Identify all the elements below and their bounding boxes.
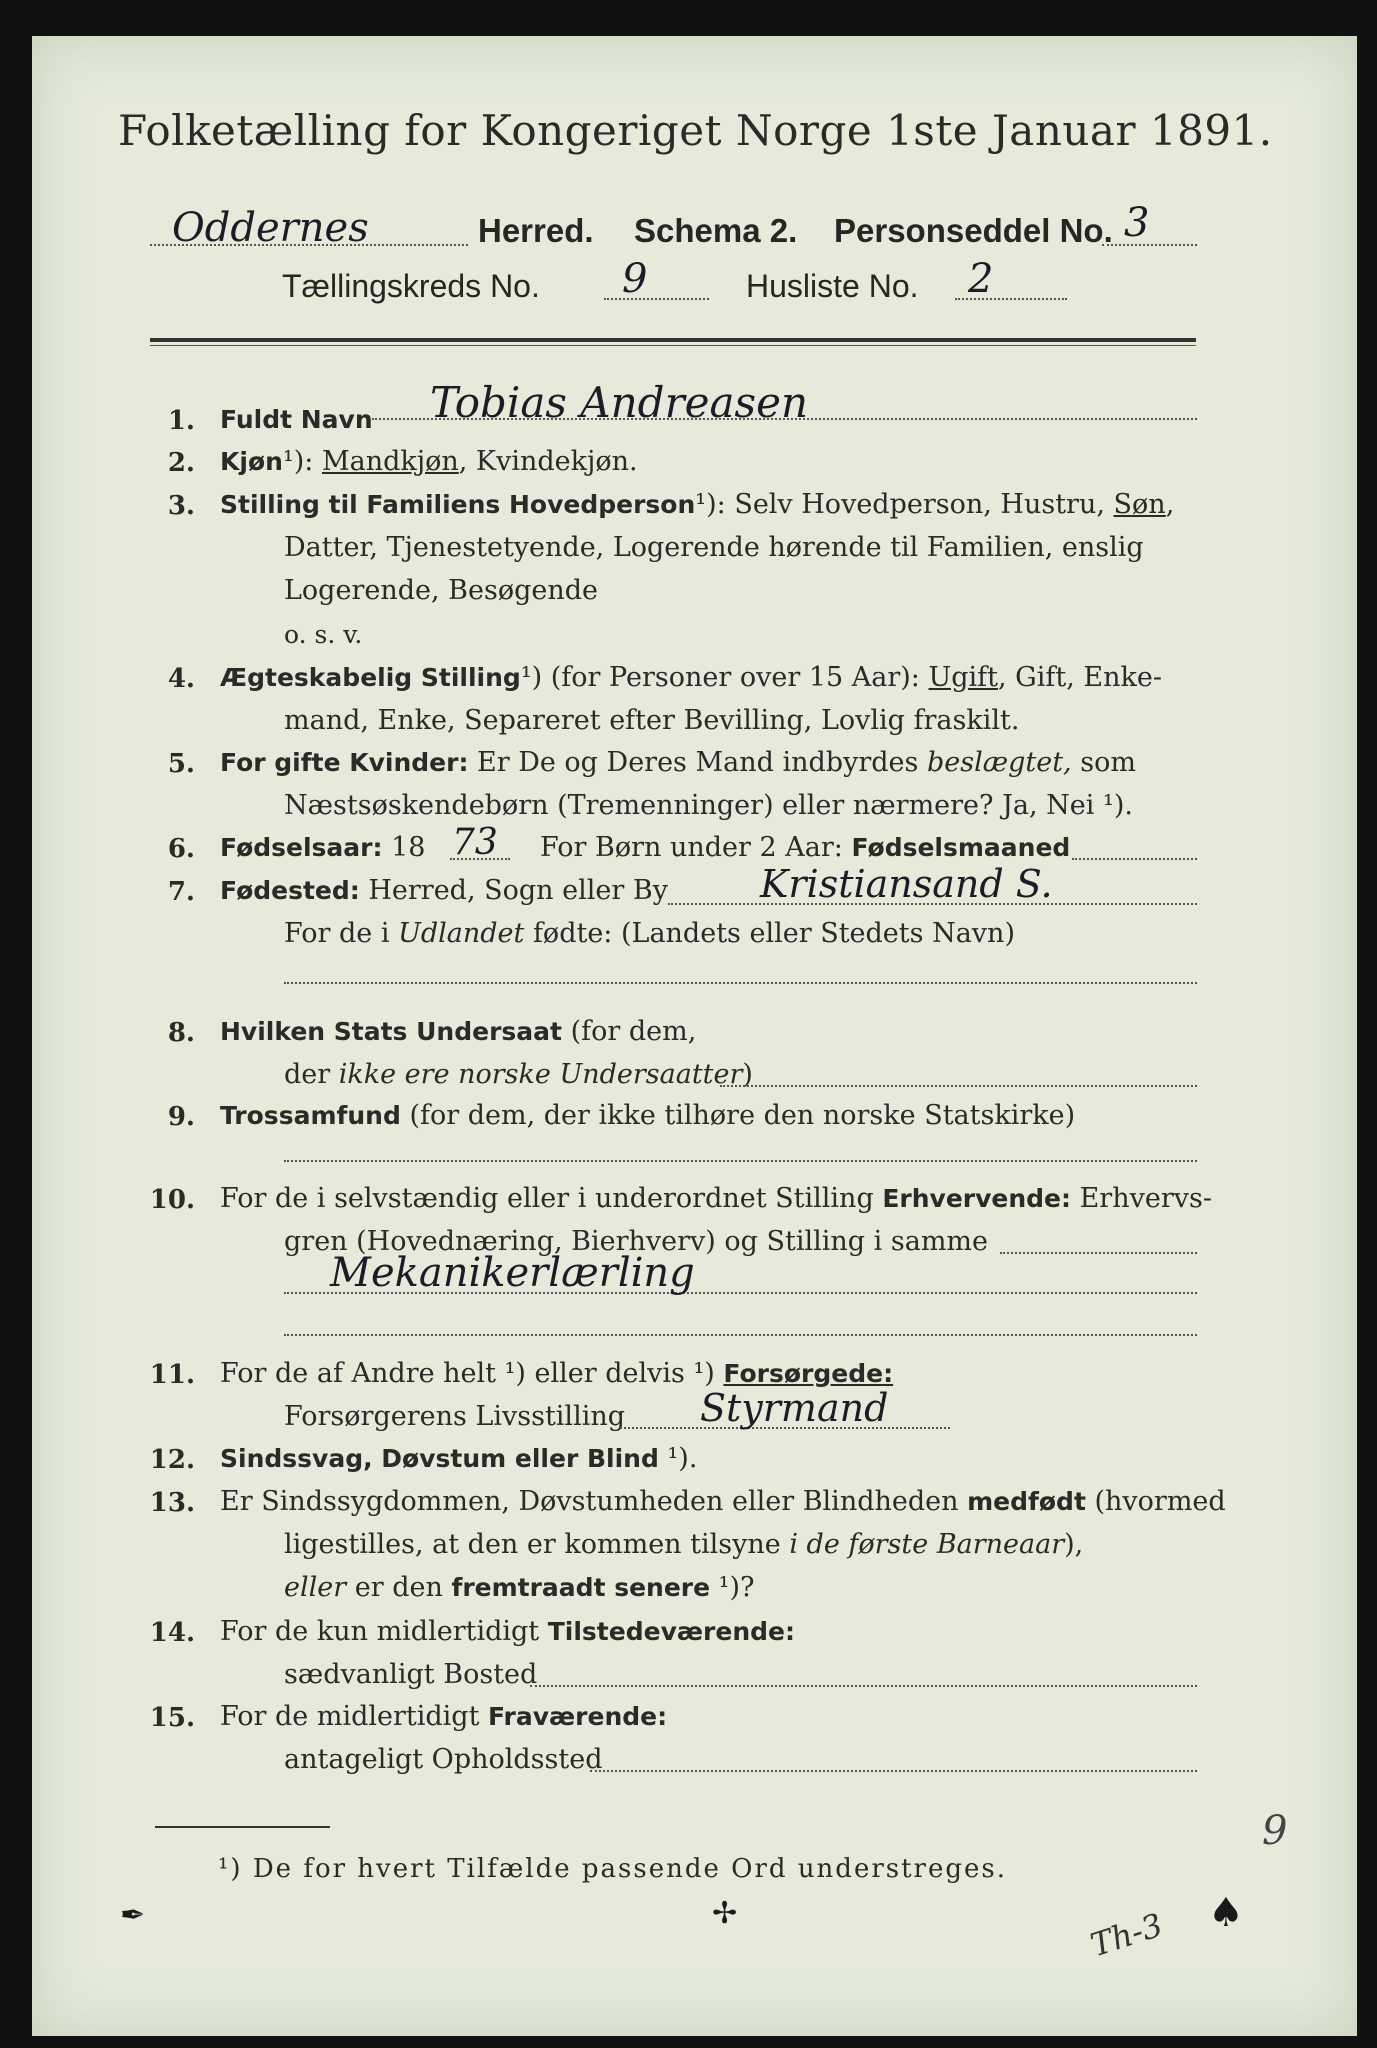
q6-row-right: [540, 832, 1070, 863]
q4-label: Ægteskabelig Stilling: [220, 663, 521, 692]
q8-text-1: (for dem,: [561, 1016, 697, 1047]
q10-text-1: For de i selvstændig eller i underordnet Stilling: [220, 1183, 883, 1214]
schema-label: Schema 2.: [634, 212, 798, 249]
q7-italic: Udlandet: [398, 918, 525, 949]
side-note: 9: [1262, 1808, 1288, 1854]
personseddel-value: 3: [1124, 200, 1150, 246]
q7-text-2: For de i: [284, 918, 399, 949]
q13-text-1: Er Sindssygdommen, Døvstumheden eller Blindheden: [220, 1486, 968, 1517]
q7-text-1: Herred, Sogn eller By: [359, 875, 668, 906]
q11-value: Styrmand: [700, 1386, 889, 1430]
husliste-label: Husliste No.: [746, 268, 919, 304]
herred-label: Herred.: [478, 212, 594, 249]
q15-row-1: [220, 1701, 667, 1732]
q14-text-1: For de kun midlertidigt: [220, 1616, 548, 1647]
q15-number: 15.: [149, 1703, 195, 1733]
q2-sep: ):: [293, 446, 322, 477]
q8-row-1: [220, 1016, 696, 1047]
q10-row-2: gren (Hovednæring, Bierhverv) og Stilling i samme: [284, 1226, 989, 1257]
q5-row-2: Næstsøskendebørn (Tremenninger) eller nærmere? Ja, Nei ¹).: [284, 790, 1133, 821]
q8-row-2: [284, 1059, 753, 1090]
q12-number: 12.: [149, 1445, 195, 1475]
q10-row-1: [220, 1183, 1212, 1214]
q13-row-1: [220, 1486, 1226, 1517]
q13-italic-2: eller: [284, 1572, 347, 1603]
q10-value: Mekanikerlærling: [330, 1250, 695, 1296]
q12-text: ¹).: [658, 1443, 698, 1474]
q8-text-3: ): [742, 1059, 753, 1090]
q4-number: 4.: [167, 664, 195, 694]
q15-text-1: For de midlertidigt: [220, 1701, 489, 1732]
q1-value: Tobias Andreasen: [430, 378, 808, 427]
personseddel-dots: [1102, 244, 1197, 246]
q2-option-mandkjon: Mandkjøn: [321, 446, 459, 477]
q9-number: 9.: [167, 1102, 195, 1132]
q8-label: Hvilken Stats Undersaat: [220, 1017, 562, 1046]
q10-dots-1: [1000, 1252, 1197, 1254]
q13-italic: i de første Barneaar: [789, 1529, 1065, 1560]
q7-text-3: fødte: (Landets eller Stedets Navn): [524, 918, 1015, 949]
q3-label: Stilling til Familiens Hovedperson: [220, 490, 696, 519]
q6-century: 18: [382, 832, 426, 863]
q9-row: [220, 1100, 1075, 1131]
q7-value: Kristiansand S.: [760, 862, 1053, 906]
q8-text-2: der: [284, 1059, 339, 1090]
q5-text-1: Er De og Deres Mand indbyrdes: [468, 747, 927, 778]
q2-option-kvindekjon: , Kvindekjøn.: [458, 446, 638, 477]
q10-number: 10.: [149, 1185, 195, 1215]
q3-option-son: Søn: [1113, 489, 1166, 520]
q13-label-2: fremtraadt senere: [451, 1573, 711, 1602]
corner-note: Th-3: [1085, 1905, 1168, 1965]
q10-text-2: Erhvervs-: [1071, 1183, 1212, 1214]
q1-row: [220, 404, 373, 435]
kreds-dots: [604, 298, 709, 300]
kreds-label: Tællingskreds No.: [282, 268, 540, 304]
header-rule: [150, 338, 1196, 346]
q13-label: medfødt: [967, 1487, 1086, 1516]
q3-number: 3.: [167, 491, 195, 521]
q2-row: [220, 446, 638, 477]
footnote: ¹) De for hvert Tilfælde passende Ord understreges.: [218, 1854, 1008, 1884]
q3-row-2: Datter, Tjenestetyende, Logerende hørende til Familien, enslig: [284, 532, 1144, 563]
q7-row-2: [284, 918, 1015, 949]
q5-number: 5.: [167, 749, 195, 779]
q5-text-2: som: [1071, 747, 1136, 778]
q3-comma: ,: [1165, 489, 1175, 520]
q15-dots: [590, 1770, 1197, 1772]
q12-row: [220, 1443, 697, 1474]
q13-text-2: (hvormed: [1085, 1486, 1226, 1517]
q4-option-ugift: Ugift: [928, 662, 999, 693]
q10-label: Erhvervende:: [882, 1184, 1072, 1213]
q13-text-6: ¹)?: [710, 1572, 755, 1603]
q14-label: Tilstedeværende:: [547, 1617, 795, 1646]
q15-label: Fraværende:: [488, 1702, 668, 1731]
footnote-rule: [155, 1826, 330, 1828]
q7-row-1: [220, 875, 668, 906]
q5-label: For gifte Kvinder:: [220, 748, 469, 777]
q6-label: Fødselsaar:: [220, 833, 383, 862]
q10-dots-3: [284, 1334, 1197, 1336]
q4-text-1: ¹) (for Personer over 15 Aar):: [520, 662, 929, 693]
q7-line-2: [284, 982, 1197, 984]
kreds-value: 9: [622, 256, 648, 302]
q11-number: 11.: [149, 1360, 195, 1390]
herred-value: Oddernes: [172, 205, 369, 251]
q9-line: [284, 1160, 1197, 1162]
q5-italic: beslægtet,: [926, 747, 1072, 778]
q11-row-2: Forsørgerens Livsstilling: [284, 1401, 626, 1432]
q6-number: 6.: [167, 834, 195, 864]
q9-text: (for dem, der ikke tilhøre den norske Statskirke): [400, 1100, 1076, 1131]
ink-blot-right: ♠: [1208, 1890, 1244, 1936]
q9-label: Trossamfund: [220, 1101, 401, 1130]
q2-label: Kjøn: [220, 447, 283, 476]
q2-sup: ¹: [282, 446, 294, 477]
form-title: Folketælling for Kongeriget Norge 1ste Januar 1891.: [118, 106, 1273, 155]
q4-row-1: [220, 662, 1162, 693]
q8-dots: [720, 1085, 1197, 1087]
q4-row-2: mand, Enke, Separeret efter Bevilling, Lovlig fraskilt.: [284, 705, 1020, 736]
q11-text-1: For de af Andre helt ¹) eller delvis ¹): [220, 1358, 724, 1389]
q2-number: 2.: [167, 448, 195, 478]
q3-text-1: ¹): Selv Hovedperson, Hustru,: [695, 489, 1114, 520]
personseddel-label: Personseddel No.: [834, 212, 1113, 249]
q5-row-1: [220, 747, 1136, 778]
q11-row-1: [220, 1358, 893, 1389]
q7-number: 7.: [167, 877, 195, 907]
q4-text-2: , Gift, Enke-: [998, 662, 1162, 693]
q6-year-value: 73: [452, 822, 498, 863]
q12-label: Sindssvag, Døvstum eller Blind: [220, 1444, 659, 1473]
q6-row: [220, 832, 425, 863]
q15-row-2: antageligt Opholdssted: [284, 1744, 603, 1775]
q3-row-3: Logerende, Besøgende: [284, 575, 598, 606]
q13-text-5: er den: [346, 1572, 452, 1603]
q8-italic: ikke ere norske Undersaatter: [338, 1059, 743, 1090]
q1-number: 1.: [167, 406, 195, 436]
husliste-value: 2: [968, 256, 994, 302]
q7-label: Fødested:: [220, 876, 360, 905]
ink-blot-left: ✒: [120, 1898, 146, 1933]
q1-label: Fuldt Navn: [220, 405, 373, 434]
q13-row-3: [284, 1572, 755, 1603]
q14-dots: [530, 1685, 1197, 1687]
q6-label-2: Fødselsmaaned: [851, 833, 1071, 862]
q11-label: Forsørgede:: [723, 1359, 894, 1388]
q14-row-2: sædvanligt Bosted: [284, 1659, 538, 1690]
q14-row-1: [220, 1616, 795, 1647]
q14-number: 14.: [149, 1618, 195, 1648]
q3-row-4: o. s. v.: [284, 620, 363, 649]
ink-cross-mark: ✢: [712, 1896, 738, 1931]
q3-row-1: [220, 489, 1174, 520]
q13-text-4: ),: [1064, 1529, 1084, 1560]
q13-text-3: ligestilles, at den er kommen tilsyne: [284, 1529, 790, 1560]
q6-month-dots: [1072, 858, 1197, 860]
q6-text-2: For Børn under 2 Aar:: [540, 832, 852, 863]
q13-row-2: [284, 1529, 1083, 1560]
q8-number: 8.: [167, 1018, 195, 1048]
q6-dots: [450, 858, 510, 860]
q13-number: 13.: [149, 1488, 195, 1518]
